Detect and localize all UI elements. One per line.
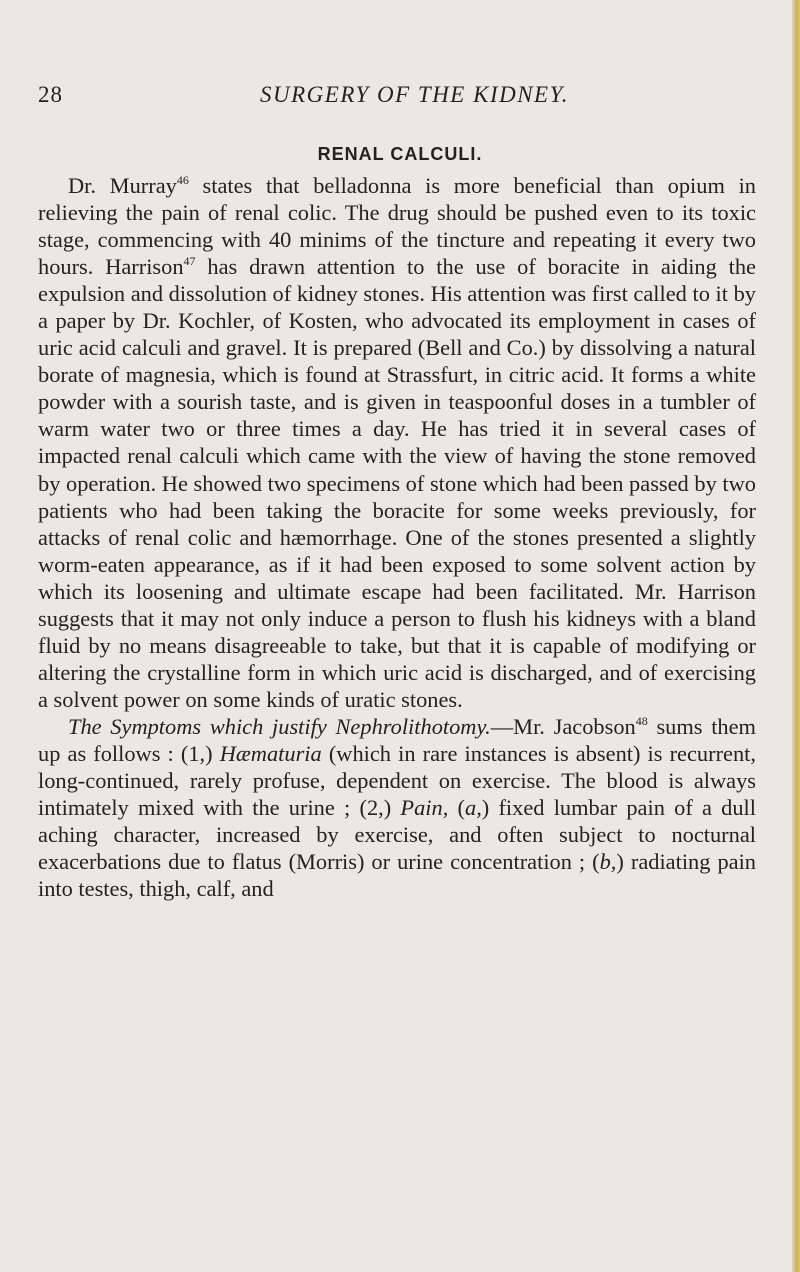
term-b: b, <box>599 849 617 875</box>
text-run: Dr. Murray <box>68 173 177 198</box>
text-run: has drawn attention to the use of boracite in aiding the expulsion and dissolution of kidney stones. His attention was first called to it by a paper by Dr. Kochler, of Kosten, who advocated its employment in cases of uric acid calculi and gravel. It is prepared (Bell and Co.) by dissolving a natural borate of magnesia, which is found at Strassfurt, in citric acid. It forms a white powder with a sourish taste, and is given in teaspoonful doses in a tumbler of warm water two or three times a day. He has tried it in several cases of impacted renal calculi which came with the view of having the stone removed by operation. He showed two specimens of stone which had been passed by two patients who had been taking the boracite for some weeks previously, for attacks of renal colic and hæmorrhage. One of the stones presented a slightly worm-eaten appearance, as if it had been exposed to some solvent action by which its loosening and ultimate escape had been facilitated. Mr. Harrison suggests that it may not only induce a person to flush his kidneys with a bland fluid by no means disagreeable to take, but that it is capable of modifying or altering the crystalline form in which uric acid is discharged, and of exercising a solvent power on some kinds of uratic stones. <box>38 254 756 712</box>
footnote-ref: 47 <box>183 254 196 269</box>
term-pain: Pain, <box>400 795 449 821</box>
paragraph-symptoms <box>38 713 756 902</box>
running-head: SURGERY OF THE KIDNEY. <box>260 82 570 107</box>
text-run: ( <box>448 795 465 821</box>
body-text <box>38 172 756 902</box>
page-header <box>38 82 758 112</box>
page-edge <box>792 0 800 1272</box>
term-haematuria: Hæmaturia <box>219 740 322 766</box>
paragraph-belladonna-boracite <box>38 172 756 713</box>
section-title: RENAL CALCULI. <box>317 144 483 164</box>
term-a: a, <box>465 795 482 821</box>
text-run: (which in rare instances is absent) is recurrent, long-continued, rarely profuse, dependent on exercise. The blood is always intimately mixed with the urine ; (2,) <box>38 740 756 821</box>
footnote-ref: 46 <box>176 173 189 187</box>
text-run: ) fixed lumbar pain of a dull aching character, increased by exercise, and often subject to nocturnal exacerbations due to flatus (Morris) or urine concentration ; ( <box>38 795 756 875</box>
footnote-ref: 48 <box>635 713 648 728</box>
text-run: sums them up as follows : (1,) <box>38 713 756 766</box>
text-run: ) radiating pain into testes, thigh, calf, and <box>38 849 756 902</box>
text-run: states that belladonna is more beneficial than opium in relieving the pain of renal colic. The drug should be pushed even to its toxic stage, commencing with 40 minims of the tincture and repeating it every two hours. Harrison <box>38 173 756 280</box>
paragraph-heading: The Symptoms which justify Nephrolithotomy. <box>68 713 491 739</box>
text-run: —Mr. Jacobson <box>490 713 636 739</box>
page-number: 28 <box>38 82 63 107</box>
